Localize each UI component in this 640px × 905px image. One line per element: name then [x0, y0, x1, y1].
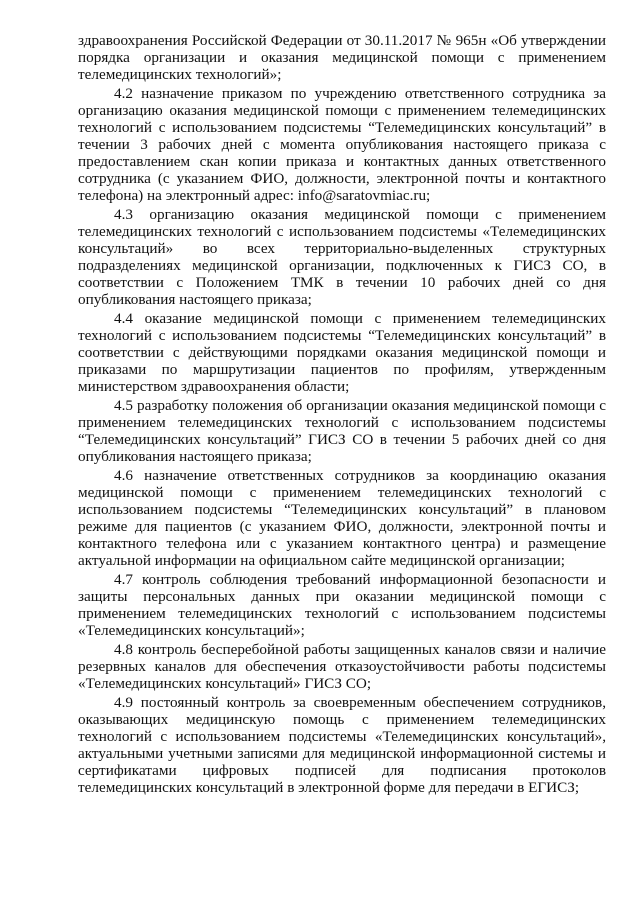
- paragraph-4-3: 4.3 организацию оказания медицинской помощи с применением телемедицинских технологий с использованием подсистемы «Телемедицинских консультаций» во всех территориально-выделенных структурных подразделениях медицинской организации, подключенных к ГИСЗ СО, в соответствии с Положением ТМК в течении 10 рабочих дней со дня опубликования настоящего приказа;: [78, 206, 606, 308]
- paragraph-4-2: 4.2 назначение приказом по учреждению ответственного сотрудника за организацию оказания медицинской помощи с применением телемедицинских технологий с использованием подсистемы “Телемедицинских консультаций” в течении 3 рабочих дней с момента опубликования настоящего приказа с предоставлением скан копии приказа и контактных данных ответственного сотрудника (с указанием ФИО, должности, электронной почты и контактного телефона) на электронный адрес: info@saratovmiac.ru;: [78, 85, 606, 204]
- paragraph-4-5: 4.5 разработку положения об организации оказания медицинской помощи с применением телемедицинских технологий с использованием подсистемы “Телемедицинских консультаций” ГИСЗ СО в течении 5 рабочих дней со дня опубликования настоящего приказа;: [78, 397, 606, 465]
- document-page: [78, 32, 606, 798]
- paragraph-4-8: 4.8 контроль бесперебойной работы защищенных каналов связи и наличие резервных каналов для обеспечения отказоустойчивости работы подсистемы «Телемедицинских консультаций» ГИСЗ СО;: [78, 641, 606, 692]
- paragraph-continuation: здравоохранения Российской Федерации от 30.11.2017 № 965н «Об утверждении порядка организации и оказания медицинской помощи с применением телемедицинских технологий»;: [78, 32, 606, 83]
- paragraph-4-4: 4.4 оказание медицинской помощи с применением телемедицинских технологий с использованием подсистемы “Телемедицинских консультаций” в соответствии с действующими порядками оказания медицинской помощи и приказами по маршрутизации пациентов по профилям, утвержденным министерством здравоохранения области;: [78, 310, 606, 395]
- paragraph-4-6: 4.6 назначение ответственных сотрудников за координацию оказания медицинской помощи с применением телемедицинских технологий с использованием подсистемы “Телемедицинских консультаций” в плановом режиме для пациентов (с указанием ФИО, должности, электронной почты и контактного телефона или с указанием контактного центра) и размещение актуальной информации на официальном сайте медицинской организации;: [78, 467, 606, 569]
- paragraph-4-9: 4.9 постоянный контроль за своевременным обеспечением сотрудников, оказывающих медицинскую помощь с применением телемедицинских технологий с использованием подсистемы «Телемедицинских консультаций», актуальными учетными записями для медицинской информационной системы и сертификатами цифровых подписей для подписания протоколов телемедицинских консультаций в электронной форме для передачи в ЕГИСЗ;: [78, 694, 606, 796]
- paragraph-4-7: 4.7 контроль соблюдения требований информационной безопасности и защиты персональных данных при оказании медицинской помощи с применением телемедицинских технологий с использованием подсистемы «Телемедицинских консультаций»;: [78, 571, 606, 639]
